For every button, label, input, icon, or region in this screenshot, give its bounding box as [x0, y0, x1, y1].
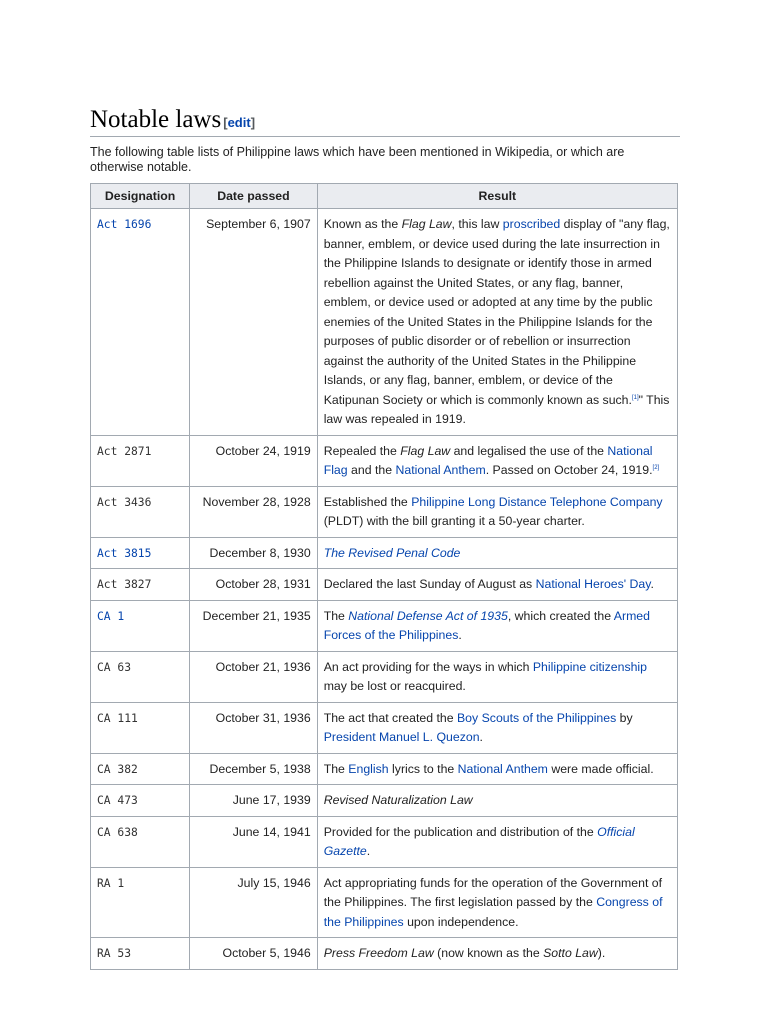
result-text: display of "any flag, banner, emblem, or device used during the late insurrection in the Philippine Islands to designate or identify those in armed rebellion against the United States, or any flag, banner, emblem, or device used or adopted at any time by the public enemies of the United States in the Philippine Islands for the purposes of public disorder or of rebellion or insurrection against the authority of the United States in the Philippine Islands, or any flag, banner, emblem, or device of the Katipunan Society or which is commonly known as such. [323, 217, 670, 407]
result-text: were made official. [547, 761, 654, 776]
result-cell [317, 702, 677, 753]
column-header-designation[interactable]: Designation [91, 184, 190, 209]
result-text: The [323, 608, 349, 623]
designation-cell [91, 785, 190, 817]
table-row [91, 867, 678, 938]
designation-cell [91, 816, 190, 867]
section-heading [90, 105, 680, 137]
designation-cell [91, 486, 190, 537]
date-passed-cell: December 8, 1930 [190, 537, 318, 569]
designation-text: Act 2871 [97, 444, 152, 458]
result-italic-text: Sotto Law [543, 946, 598, 960]
result-link[interactable]: The Revised Penal Code [323, 545, 461, 560]
designation-link[interactable]: Act 1696 [97, 218, 152, 231]
designation-cell [91, 753, 190, 785]
result-text: Provided for the publication and distribution of the [323, 824, 598, 839]
result-text: The [323, 761, 349, 776]
result-link[interactable]: National Anthem [457, 761, 548, 776]
date-passed-cell: June 17, 1939 [190, 785, 318, 817]
result-text: , which created the [507, 608, 614, 623]
date-passed-cell: October 28, 1931 [190, 569, 318, 601]
designation-text: CA 382 [97, 762, 138, 776]
result-text: An act providing for the ways in which [323, 659, 533, 674]
date-passed-cell: October 31, 1936 [190, 702, 318, 753]
result-text: lyrics to the [388, 761, 458, 776]
result-cell [317, 209, 677, 436]
result-cell [317, 816, 677, 867]
result-text: . [458, 628, 462, 642]
result-link[interactable]: English [348, 761, 389, 776]
edit-section [223, 115, 255, 130]
designation-cell [91, 435, 190, 486]
result-cell [317, 435, 677, 486]
result-cell [317, 537, 677, 569]
result-link[interactable]: Official Gazette [323, 824, 635, 858]
designation-text: Act 3827 [97, 578, 152, 591]
result-cell [317, 486, 677, 537]
result-italic-text: Flag Law [400, 443, 451, 458]
result-text: (now known as the [433, 946, 544, 960]
table-row [91, 569, 678, 601]
table-row [91, 816, 678, 867]
designation-text: RA 53 [97, 947, 132, 960]
result-text: (PLDT) with the bill granting it a 50-year charter. [323, 514, 585, 528]
result-text: and the [347, 463, 396, 477]
column-header-result[interactable]: Result [317, 184, 677, 209]
table-row [91, 651, 678, 702]
date-passed-cell: October 24, 1919 [190, 435, 318, 486]
result-text: Established the [323, 494, 412, 509]
result-text: ). [597, 946, 606, 960]
intro-paragraph: The following table lists of Philippine laws which have been mentioned in Wikipedia, or which are otherwise notable. [90, 145, 625, 174]
result-cell [317, 785, 677, 817]
result-text: . [366, 844, 371, 858]
result-text: . Passed on October 24, 1919. [485, 463, 653, 477]
designation-cell [91, 867, 190, 938]
result-link[interactable]: Congress of the Philippines [323, 895, 663, 929]
designation-cell [91, 569, 190, 601]
result-link[interactable]: Philippine Long Distance Telephone Company [411, 494, 663, 509]
result-link[interactable]: President Manuel L. Quezon [323, 730, 480, 744]
result-text: . [650, 577, 654, 591]
result-text: " This law was repealed in 1919. [323, 392, 670, 426]
result-link[interactable]: Boy Scouts of the Philippines [456, 710, 617, 725]
edit-bracket-open: [ [223, 115, 228, 130]
result-link[interactable]: National Heroes' Day [535, 577, 651, 591]
result-text: The act that created the [323, 710, 457, 725]
designation-text: CA 638 [97, 825, 138, 839]
date-passed-cell: October 21, 1936 [190, 651, 318, 702]
designation-link[interactable]: CA 1 [97, 609, 125, 623]
result-link[interactable]: proscribed [502, 217, 561, 231]
result-text: . [479, 730, 483, 744]
designation-cell [91, 209, 190, 436]
citation-link[interactable]: [2] [652, 464, 660, 471]
result-cell [317, 867, 677, 938]
date-passed-cell: November 28, 1928 [190, 486, 318, 537]
designation-text: Act 3436 [97, 495, 152, 509]
result-cell [317, 651, 677, 702]
designation-cell [91, 651, 190, 702]
table-row [91, 702, 678, 753]
designation-text: CA 63 [97, 660, 132, 674]
table-row [91, 537, 678, 569]
table-row [91, 209, 678, 436]
designation-cell [91, 600, 190, 651]
result-text: and legalised the use of the [450, 443, 608, 458]
result-text: Act appropriating funds for the operation of the Government of the Philippines. The first legislation passed by the [323, 875, 663, 909]
edit-bracket-close: ] [250, 115, 256, 130]
table-row [91, 486, 678, 537]
result-text: Known as the [323, 217, 402, 231]
table-row [91, 938, 678, 970]
designation-link[interactable]: Act 3815 [97, 546, 152, 560]
article-section [90, 105, 680, 960]
date-passed-cell: December 21, 1935 [190, 600, 318, 651]
table-row [91, 785, 678, 817]
result-text: , this law [451, 217, 503, 231]
date-passed-cell: July 15, 1946 [190, 867, 318, 938]
result-link[interactable]: Armed Forces of the Philippines [323, 608, 650, 642]
designation-text: CA 111 [97, 711, 138, 725]
result-italic-text: Press Freedom Law [323, 946, 434, 960]
result-link[interactable]: National Defense Act of 1935 [348, 608, 508, 623]
section-title: Notable laws [90, 106, 222, 133]
designation-cell [91, 938, 190, 970]
designation-text: RA 1 [97, 876, 125, 890]
column-header-date-passed[interactable]: Date passed [190, 184, 318, 209]
result-link[interactable]: National Anthem [395, 463, 486, 477]
date-passed-cell: December 5, 1938 [190, 753, 318, 785]
result-italic-text: Revised Naturalization Law [323, 793, 473, 807]
edit-link[interactable]: edit [227, 115, 251, 130]
table-row [91, 753, 678, 785]
result-cell [317, 753, 677, 785]
result-cell [317, 938, 677, 970]
date-passed-cell: June 14, 1941 [190, 816, 318, 867]
result-cell [317, 600, 677, 651]
designation-cell [91, 537, 190, 569]
result-text: by [616, 710, 633, 725]
date-passed-cell: October 5, 1946 [190, 938, 318, 970]
table-row [91, 435, 678, 486]
result-link[interactable]: Philippine citizenship [532, 659, 647, 674]
result-cell [317, 569, 677, 601]
result-text: may be lost or reacquired. [323, 679, 466, 693]
result-text: upon independence. [403, 914, 519, 929]
date-passed-cell: September 6, 1907 [190, 209, 318, 436]
result-text: Repealed the [323, 443, 401, 458]
laws-table-body [91, 209, 678, 970]
citation-link[interactable]: [1] [631, 394, 639, 401]
result-text: Declared the last Sunday of August as [323, 577, 536, 591]
designation-cell [91, 702, 190, 753]
result-link[interactable]: National Flag [323, 443, 653, 477]
table-header-row [91, 184, 678, 209]
table-row [91, 600, 678, 651]
designation-text: CA 473 [97, 794, 138, 807]
laws-table [90, 183, 678, 970]
result-italic-text: Flag Law [401, 217, 452, 231]
